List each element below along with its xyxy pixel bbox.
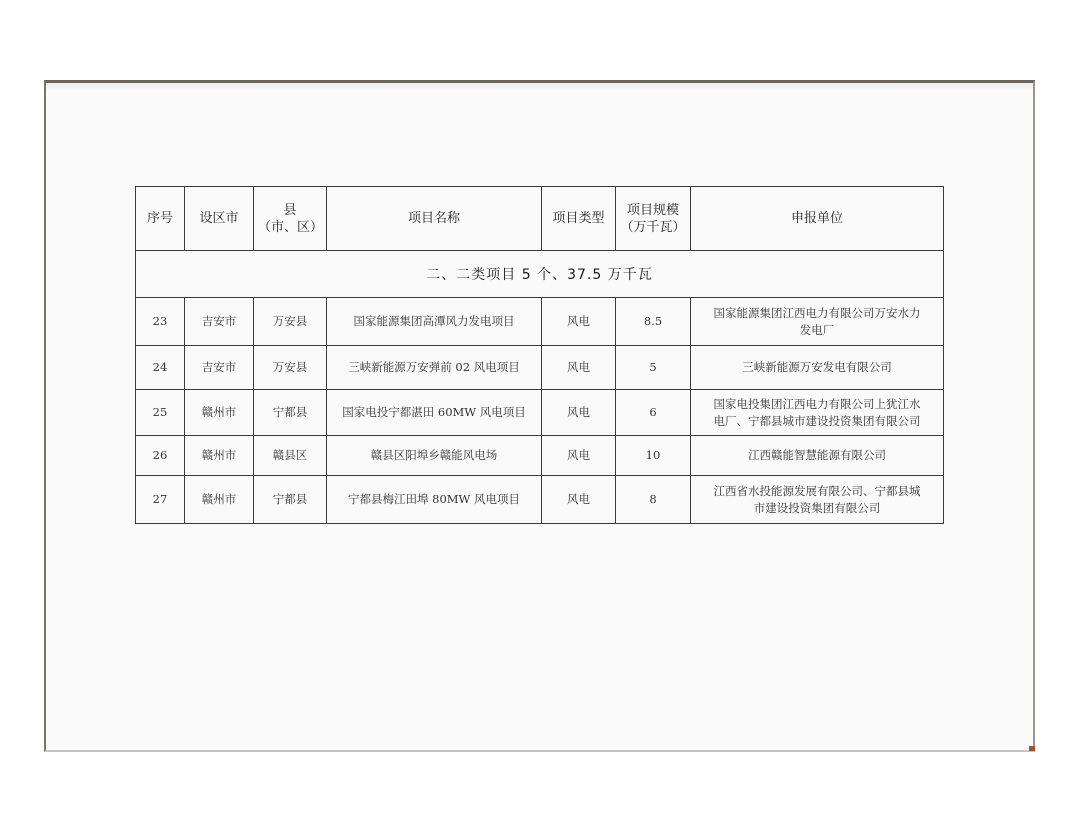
cell-seq: 27 (136, 476, 185, 524)
cell-project-name: 赣县区阳埠乡赣能风电场 (327, 436, 542, 476)
header-project-name: 项目名称 (327, 187, 542, 251)
cell-city: 赣州市 (185, 390, 254, 436)
cell-applicant (691, 390, 944, 436)
section-row (136, 251, 944, 298)
cell-applicant (691, 436, 944, 476)
table-row (136, 476, 944, 524)
cell-seq: 26 (136, 436, 185, 476)
cell-city: 吉安市 (185, 346, 254, 390)
cell-county: 万安县 (254, 346, 327, 390)
cell-project-name: 国家能源集团高潭风力发电项目 (327, 298, 542, 346)
cell-scale: 8 (616, 476, 691, 524)
cell-applicant (691, 298, 944, 346)
table-row (136, 346, 944, 390)
cell-city: 赣州市 (185, 436, 254, 476)
table-header-row (136, 187, 944, 251)
cell-seq: 24 (136, 346, 185, 390)
header-seq: 序号 (136, 187, 185, 251)
project-table (135, 186, 944, 524)
cell-county: 宁都县 (254, 476, 327, 524)
cell-project-type: 风电 (542, 436, 616, 476)
cell-applicant-line1: 国家电投集团江西电力有限公司上犹江水 (713, 396, 921, 411)
cell-county: 赣县区 (254, 436, 327, 476)
cell-city: 吉安市 (185, 298, 254, 346)
cell-project-type: 风电 (542, 346, 616, 390)
table-row (136, 390, 944, 436)
header-city: 设区市 (185, 187, 254, 251)
section-title: 二、二类项目 5 个、37.5 万千瓦 (136, 251, 944, 298)
cell-applicant-line2: 市建设投资集团有限公司 (753, 500, 881, 515)
cell-applicant (691, 476, 944, 524)
header-county-line1: 县 (283, 202, 297, 218)
page-corner-mark (1029, 746, 1035, 751)
table-row (136, 298, 944, 346)
header-applicant: 申报单位 (691, 187, 944, 251)
cell-project-type: 风电 (542, 298, 616, 346)
cell-scale: 8.5 (616, 298, 691, 346)
cell-applicant-line1: 三峡新能源万安发电有限公司 (742, 360, 892, 374)
cell-project-name: 国家电投宁都湛田 60MW 风电项目 (327, 390, 542, 436)
cell-county: 万安县 (254, 298, 327, 346)
cell-scale: 5 (616, 346, 691, 390)
cell-county: 宁都县 (254, 390, 327, 436)
cell-applicant-line2: 发电厂 (799, 322, 835, 337)
page-top-shadow (46, 83, 1033, 91)
cell-applicant (691, 346, 944, 390)
header-scale (616, 187, 691, 251)
header-county (254, 187, 327, 251)
header-scale-line1: 项目规模 (626, 202, 679, 218)
table-row (136, 436, 944, 476)
cell-city: 赣州市 (185, 476, 254, 524)
cell-project-name: 宁都县梅江田埠 80MW 风电项目 (327, 476, 542, 524)
cell-project-type: 风电 (542, 476, 616, 524)
cell-project-name: 三峡新能源万安弹前 02 风电项目 (327, 346, 542, 390)
cell-seq: 23 (136, 298, 185, 346)
cell-applicant-line1: 国家能源集团江西电力有限公司万安水力 (713, 305, 921, 320)
cell-scale: 6 (616, 390, 691, 436)
cell-applicant-line2: 电厂、宁都县城市建设投资集团有限公司 (713, 413, 921, 428)
header-scale-line2: （万千瓦） (620, 219, 686, 235)
cell-project-type: 风电 (542, 390, 616, 436)
cell-applicant-line1: 江西省水投能源发展有限公司、宁都县城 (713, 483, 921, 498)
cell-applicant-line1: 江西赣能智慧能源有限公司 (748, 448, 886, 462)
cell-seq: 25 (136, 390, 185, 436)
header-county-line2: （市、区） (258, 219, 324, 235)
header-project-type: 项目类型 (542, 187, 616, 251)
cell-scale: 10 (616, 436, 691, 476)
